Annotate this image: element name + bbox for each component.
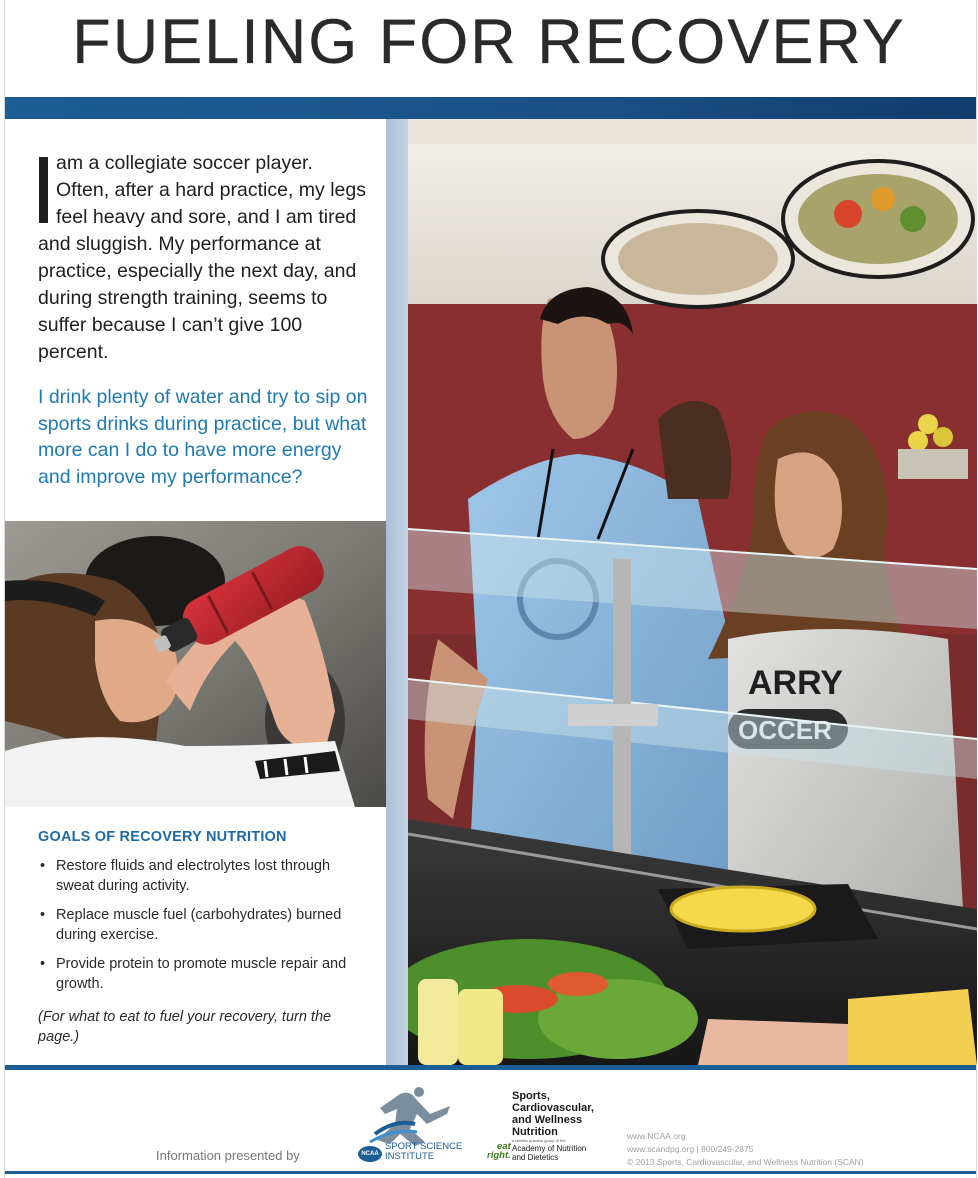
eatright-logo — [487, 1142, 511, 1160]
footer-bar-bottom — [5, 1171, 976, 1174]
list-item: • Replace muscle fuel (carbohydrates) burned during exercise. — [38, 906, 368, 945]
question-paragraph: I drink plenty of water and try to sip on sports drinks during practice, but what more can I do to have more energy and improve my performance? — [38, 386, 368, 488]
dining-hall-illustration — [408, 119, 977, 1065]
scan-logo-text — [512, 1090, 594, 1138]
scan-line4: Nutrition — [512, 1126, 558, 1138]
scan-line3: and Wellness — [512, 1114, 583, 1126]
dining-hall-photo — [408, 119, 977, 1065]
ncaa-badge: NCAA — [358, 1146, 382, 1162]
list-item: • Provide protein to promote muscle repair and growth. — [38, 955, 368, 994]
header-bar — [5, 97, 976, 119]
footer-bar-top — [5, 1065, 976, 1070]
athlete-drinking-illustration — [5, 521, 386, 807]
turn-page-note: (For what to eat to fuel your recovery, turn the page.) — [38, 1009, 332, 1045]
goals-title: GOALS OF RECOVERY NUTRITION — [38, 829, 287, 845]
column-divider — [386, 119, 408, 1065]
jersey-text-line2: OCCER — [738, 715, 832, 745]
page-title: FUELING FOR RECOVERY — [72, 7, 906, 77]
ssi-line2: INSTITUTE — [385, 1151, 435, 1162]
ncaa-link[interactable]: www.NCAA.org — [627, 1131, 686, 1141]
scan-line1: Sports, — [512, 1090, 550, 1102]
right-text: right. — [487, 1150, 511, 1161]
copyright: © 2013 Sports, Cardiovascular, and Wellness Nutrition (SCAN) — [627, 1157, 864, 1167]
academy-line2: and Dietetics — [512, 1153, 559, 1162]
ssi-line1: SPORT SCIENCE — [385, 1141, 463, 1152]
intro-text: am a collegiate soccer player. Often, after a hard practice, my legs feel heavy and sore, and I am tired and sluggish. My performance at practice, especially the next day, and during strength training, seems to suffer because I can’t give 100 percent. — [38, 152, 366, 363]
intro-paragraph — [38, 150, 368, 366]
list-item: • Restore fluids and electrolytes lost through sweat during activity. — [38, 857, 368, 896]
academy-label — [512, 1144, 586, 1162]
eat-text: eat — [497, 1141, 511, 1152]
presented-by-label: Information presented by — [156, 1148, 300, 1163]
intro-section — [38, 150, 368, 490]
jersey-text-line1: ARRY — [748, 664, 844, 702]
scan-subtitle: a dietetic practice group of the — [512, 1138, 566, 1143]
sport-science-institute-label — [385, 1142, 462, 1162]
academy-line1: Academy of Nutrition — [512, 1144, 587, 1153]
athlete-drinking-photo — [5, 521, 386, 807]
goals-list — [38, 857, 368, 994]
scan-link-phone[interactable]: www.scandpg.org | 800/249-2875 — [627, 1144, 754, 1154]
contact-info — [627, 1130, 864, 1169]
dropcap-letter — [39, 157, 48, 223]
scan-line2: Cardiovascular, — [512, 1102, 594, 1114]
goals-section — [38, 829, 368, 1047]
